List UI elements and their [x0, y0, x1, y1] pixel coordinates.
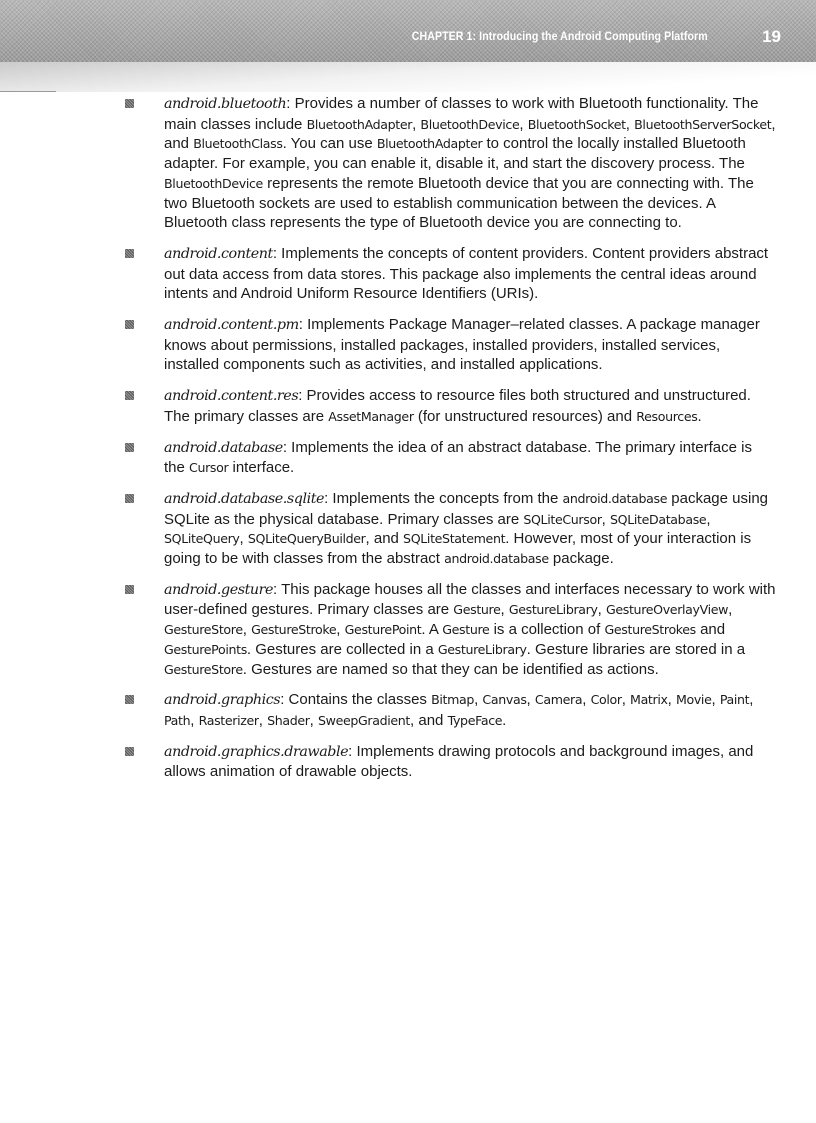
description-text: represents the remote Bluetooth device that you are connecting with. The two Bluetooth sockets are used to establish communication between the devices. A Bluetooth class represents the type of Bluetooth device you are connecting to.	[164, 174, 754, 232]
description-text: ,	[625, 115, 635, 133]
list-item	[124, 580, 776, 680]
list-item	[124, 244, 776, 304]
class-name: GestureStroke	[251, 622, 337, 638]
description-text: ,	[728, 601, 733, 619]
description-text: . A	[421, 621, 443, 639]
page-number: 19	[762, 27, 781, 46]
class-name: Gesture	[442, 622, 490, 638]
list-item	[124, 438, 776, 478]
square-bullet-icon	[125, 443, 134, 452]
square-bullet-icon	[125, 320, 134, 329]
class-name: Matrix	[630, 692, 668, 708]
class-name: GesturePoint	[344, 622, 422, 638]
description-text: : Implements drawing protocols and background images, and allows animation of drawable objects.	[164, 742, 754, 781]
class-name: Bitmap	[431, 692, 475, 708]
class-name: BluetoothDevice	[164, 175, 263, 191]
class-name: Canvas	[482, 692, 527, 708]
description-text: .	[697, 407, 702, 425]
description-text: interface.	[228, 459, 295, 477]
description-text: : Implements Package Manager–related classes. A package manager knows about permissions, installed packages, installed providers, installed services, installed components such as activities, and installed applications.	[164, 316, 760, 374]
package-name: android.graphics.drawable	[164, 743, 349, 760]
description-text: ,	[500, 601, 509, 619]
class-name: BluetoothSocket	[527, 116, 626, 132]
description-text: : Implements the concepts of content providers. Content providers abstract out data access from data stores. This package also implements the central ideas around intents and Android Uniform Resource Identifiers (URIs).	[164, 244, 769, 303]
description-text: ,	[242, 621, 252, 639]
description-text: is a collection of	[489, 621, 605, 639]
class-name: TypeFace	[447, 712, 503, 728]
class-name: GesturePoints	[164, 641, 247, 657]
package-name: android.database	[164, 439, 283, 456]
class-name: AssetManager	[328, 408, 414, 424]
description-text: . However, most of your interaction is going to be with classes from the abstract	[164, 530, 752, 568]
chapter-title: CHAPTER 1: Introducing the Android Computing Platform	[411, 31, 708, 43]
package-name: android.graphics	[164, 692, 281, 709]
description-text: (for unstructured resources) and	[413, 407, 637, 425]
list-item	[124, 386, 776, 426]
description-text: ,	[601, 510, 610, 528]
description-text: : Provides a number of classes to work with Bluetooth functionality. The main classes include	[164, 95, 759, 133]
description-text: ,	[597, 601, 606, 619]
class-name: BluetoothClass	[193, 136, 283, 152]
class-name: SQLiteQueryBuilder	[247, 531, 366, 547]
class-name: BluetoothAdapter	[306, 116, 413, 132]
package-name: android.content.res	[164, 388, 299, 405]
class-name: GestureStore	[164, 622, 243, 638]
class-name: android.database	[444, 551, 549, 567]
class-name: SQLiteCursor	[523, 511, 602, 527]
list-item	[124, 690, 776, 730]
list-item	[124, 94, 776, 233]
description-text: , and	[164, 115, 776, 153]
class-name: SweepGradient	[317, 712, 411, 728]
class-name: android.database	[562, 490, 668, 506]
margin-rule	[0, 91, 56, 92]
class-name: SQLiteStatement	[403, 531, 506, 547]
description-text: . Gesture libraries are stored in a	[526, 640, 746, 658]
package-name: android.bluetooth	[164, 96, 287, 112]
class-name: Rasterizer	[198, 712, 259, 728]
class-name: Color	[590, 692, 622, 708]
list-item	[124, 742, 776, 782]
square-bullet-icon	[125, 99, 134, 108]
class-name: GestureLibrary	[508, 602, 598, 618]
list-item	[124, 489, 776, 569]
description-text: ,	[711, 691, 720, 709]
square-bullet-icon	[125, 249, 134, 258]
class-name: Path	[164, 712, 191, 728]
description-text: package.	[548, 550, 614, 568]
square-bullet-icon	[125, 695, 134, 704]
description-text: ,	[706, 510, 711, 528]
class-name: GestureStore	[164, 661, 243, 677]
chapter-header-bar	[0, 0, 816, 62]
square-bullet-icon	[125, 494, 134, 503]
description-text: ,	[239, 530, 248, 548]
description-text: and	[695, 621, 726, 639]
description-text: ,	[621, 691, 631, 709]
description-text: : Implements the concepts from the	[324, 489, 563, 507]
description-text: ,	[258, 711, 268, 729]
class-name: GestureOverlayView	[605, 602, 729, 618]
description-text: , and	[410, 711, 448, 729]
description-text: package using SQLite as the physical database. Primary classes are	[164, 489, 769, 528]
description-text: ,	[582, 691, 591, 709]
class-name: Camera	[534, 692, 583, 708]
package-name: android.content	[164, 245, 273, 262]
package-list	[124, 94, 776, 793]
description-text: ,	[309, 711, 318, 729]
description-text: ,	[190, 711, 199, 729]
class-name: Resources	[636, 408, 698, 424]
description-text: ,	[526, 691, 535, 709]
description-text: . You can use	[282, 135, 377, 153]
square-bullet-icon	[125, 747, 134, 756]
package-name: android.content.pm	[164, 317, 299, 334]
list-item	[124, 315, 776, 375]
class-name: SQLiteQuery	[164, 531, 240, 547]
class-name: Movie	[675, 692, 712, 708]
class-name: GestureStrokes	[604, 622, 696, 638]
class-name: Paint	[719, 692, 750, 708]
description-text: ,	[336, 621, 345, 639]
description-text: .	[502, 711, 507, 729]
class-name: BluetoothAdapter	[376, 136, 483, 152]
square-bullet-icon	[125, 585, 134, 594]
class-name: BluetoothServerSocket	[634, 116, 772, 132]
description-text: ,	[667, 691, 676, 709]
class-name: BluetoothDevice	[420, 116, 520, 132]
description-text: : Implements the idea of an abstract database. The primary interface is the	[164, 438, 752, 477]
description-text: ,	[519, 115, 528, 133]
square-bullet-icon	[125, 391, 134, 400]
description-text: , and	[365, 530, 404, 548]
header-shadow	[0, 62, 816, 92]
class-name: SQLiteDatabase	[610, 511, 707, 527]
description-text: to control the locally installed Bluetooth adapter. For example, you can enable it, disable it, and start the discovery process. The	[164, 135, 746, 173]
package-name: android.database.sqlite	[164, 490, 325, 507]
class-name: Shader	[267, 712, 310, 728]
class-name: Cursor	[189, 460, 229, 476]
description-text: . Gestures are named so that they can be identified as actions.	[242, 660, 659, 678]
class-name: Gesture	[453, 602, 501, 618]
description-text: ,	[474, 691, 483, 709]
description-text: : Provides access to resource files both structured and unstructured. The primary classes are	[164, 387, 751, 425]
description-text: . Gestures are collected in a	[246, 640, 438, 658]
description-text: ,	[412, 115, 421, 133]
description-text: : This package houses all the classes and interfaces necessary to work with user-defined gestures. Primary classes are	[164, 580, 776, 619]
description-text: : Contains the classes	[280, 691, 432, 709]
description-text: ,	[749, 691, 754, 709]
package-name: android.gesture	[164, 581, 274, 598]
class-name: GestureLibrary	[437, 641, 527, 657]
